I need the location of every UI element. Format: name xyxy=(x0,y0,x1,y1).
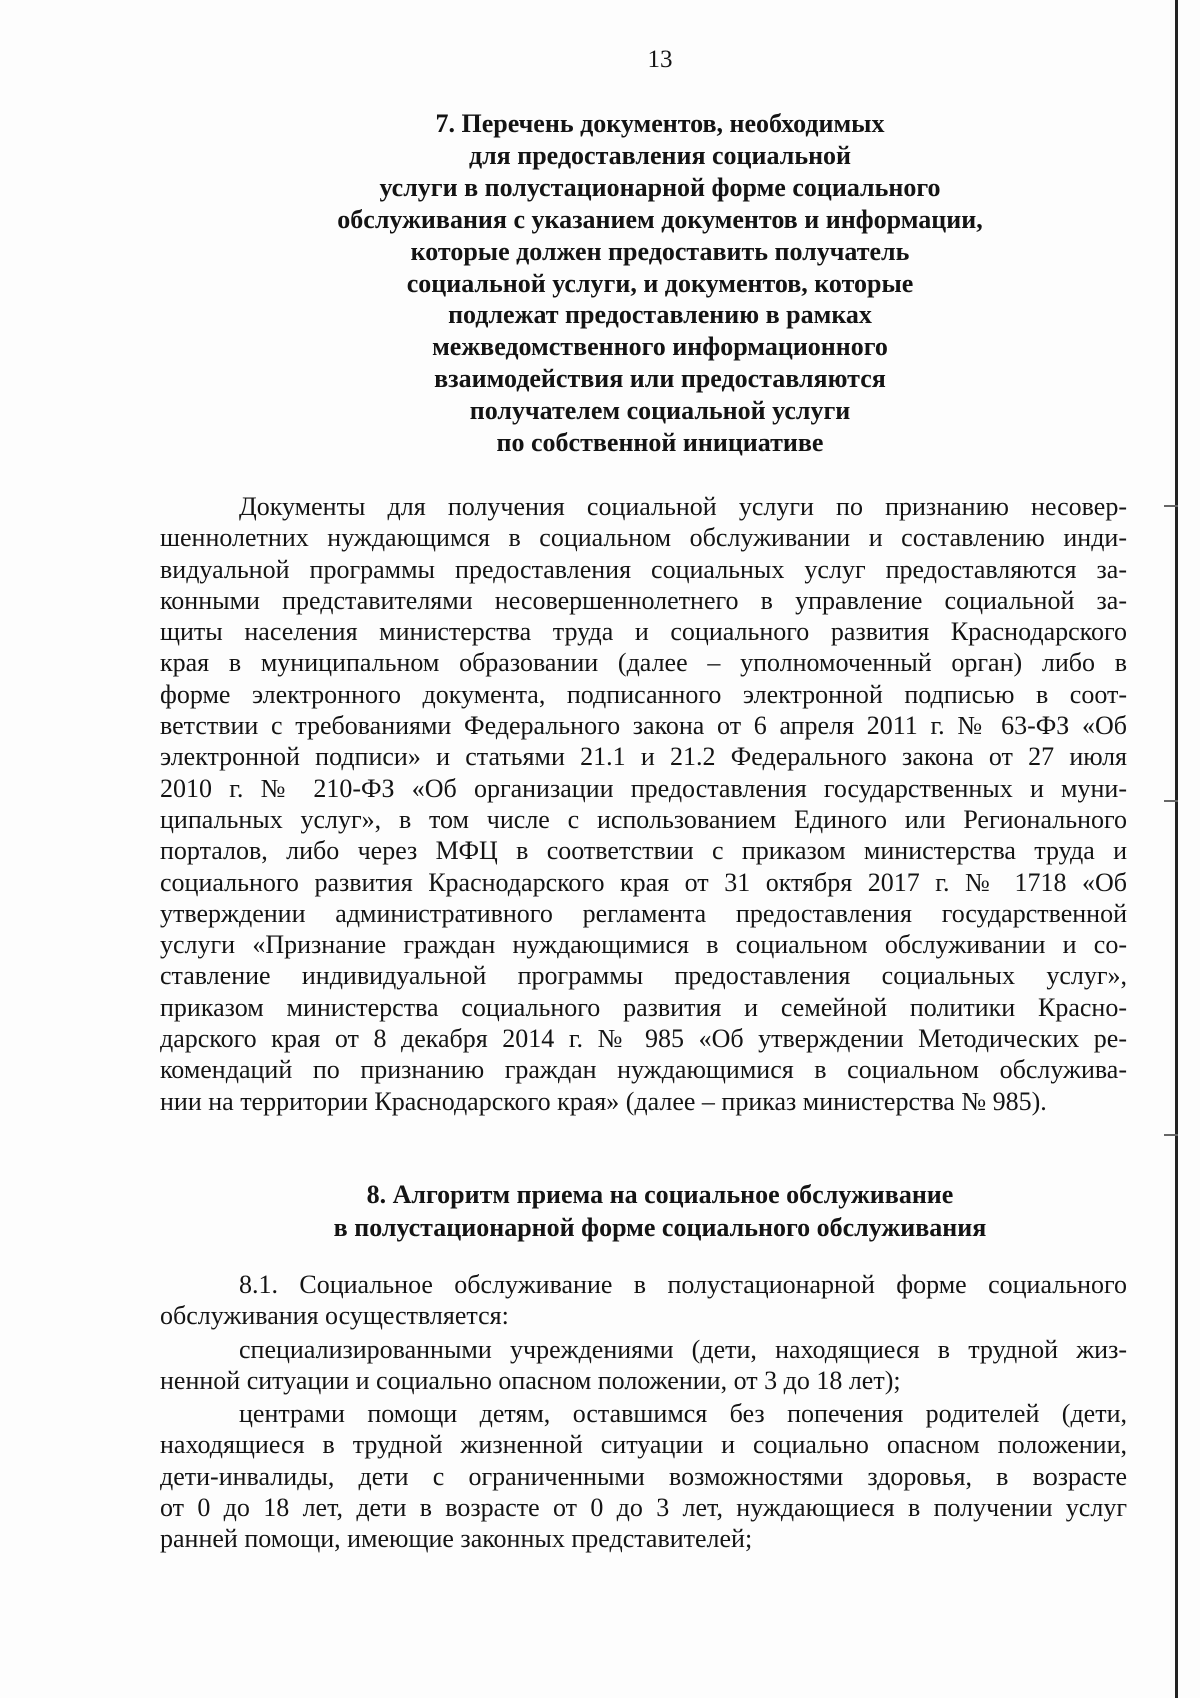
heading-line: которые должен предоставить получатель xyxy=(410,236,910,266)
heading-line: по собственной инициативе xyxy=(496,428,824,458)
paragraph-line: порталов, либо через МФЦ в соответствии с приказом министерства труда и xyxy=(160,836,1127,866)
paragraph-line: социального развития Краснодарского края от 31 октября 2017 г. № 1718 «Об xyxy=(160,867,1127,897)
paragraph-line: специализированными учреждениями (дети, находящиеся в трудной жиз- xyxy=(239,1335,1127,1364)
scan-tick-mark xyxy=(1164,505,1178,507)
heading-line: межведомственного информационного xyxy=(432,332,888,362)
paragraph-line: утверждении административного регламента предоставления государственной xyxy=(160,898,1127,928)
paragraph-line: видуальной программы предоставления социальных услуг предоставляются за- xyxy=(160,554,1127,584)
paragraph-line: ветствии с требованиями Федерального закона от 6 апреля 2011 г. № 63-ФЗ «Об xyxy=(160,711,1127,741)
heading-line: 8. Алгоритм приема на социальное обслуживание xyxy=(366,1180,954,1209)
paragraph-line: края в муниципальном образовании (далее – уполномоченный орган) либо в xyxy=(160,648,1127,678)
section-8-heading xyxy=(160,1178,1160,1244)
heading-line: 7. Перечень документов, необходимых xyxy=(435,109,885,138)
list-item-child-assistance-centers xyxy=(160,1398,1127,1554)
paragraph-line: конными представителями несовершеннолетнего в управление социальной за- xyxy=(160,585,1127,615)
section-7-heading xyxy=(160,108,1160,459)
heading-line: взаимодействия или предоставляются xyxy=(434,364,886,394)
paragraph-line: ранней помощи, имеющие законных представителей; xyxy=(160,1524,753,1554)
heading-line: обслуживания с указанием документов и информации, xyxy=(337,204,983,234)
paragraph-line: центрами помощи детям, оставшимся без попечения родителей (дети, xyxy=(239,1399,1127,1428)
heading-line: социальной услуги, и документов, которые xyxy=(406,268,914,298)
heading-line: в полустационарной форме социального обслуживания xyxy=(333,1213,987,1242)
paragraph-line: шеннолетних нуждающимся в социальном обслуживании и составлению инди- xyxy=(160,523,1127,553)
paragraph-line: 2010 г. № 210-ФЗ «Об организации предоставления государственных и муни- xyxy=(160,773,1127,803)
paragraph-line: нии на территории Краснодарского края» (далее – приказ министерства № 985). xyxy=(160,1086,1047,1116)
paragraph-line: форме электронного документа, подписанного электронной подписью в соот- xyxy=(160,679,1127,709)
paragraph-line: ненной ситуации и социально опасном положении, от 3 до 18 лет); xyxy=(160,1366,901,1396)
scan-edge-line xyxy=(1175,0,1178,1698)
paragraph-line: ципальных услуг», в том числе с использованием Единого или Регионального xyxy=(160,804,1127,834)
paragraph-line: приказом министерства социального развития и семейной политики Красно- xyxy=(160,992,1127,1022)
paragraph-line: Документы для получения социальной услуги по признанию несовер- xyxy=(239,492,1127,521)
page-number: 13 xyxy=(647,46,673,73)
paragraph-line: обслуживания осуществляется: xyxy=(160,1301,509,1331)
section-7-paragraph xyxy=(160,491,1127,1117)
list-item-specialized-institutions xyxy=(160,1334,1127,1397)
paragraph-line: 8.1. Социальное обслуживание в полустационарной форме социального xyxy=(239,1270,1127,1299)
paragraph-line: щиты населения министерства труда и социального развития Краснодарского xyxy=(160,617,1127,647)
paragraph-line: от 0 до 18 лет, дети в возрасте от 0 до 3 лет, нуждающиеся в получении услуг xyxy=(160,1492,1127,1522)
paragraph-line: электронной подписи» и статьями 21.1 и 21.2 Федерального закона от 27 июля xyxy=(160,742,1127,772)
paragraph-line: услуги «Признание граждан нуждающимися в социальном обслуживании и со- xyxy=(160,930,1127,960)
paragraph-line: дети-инвалиды, дети с ограниченными возможностями здоровья, в возрасте xyxy=(160,1461,1127,1491)
scan-tick-mark xyxy=(1164,1134,1178,1136)
heading-line: для предоставления социальной xyxy=(468,140,852,170)
clause-8-1-paragraph xyxy=(160,1269,1127,1332)
heading-line: услуги в полустационарной форме социального xyxy=(379,172,941,202)
paragraph-line: ставление индивидуальной программы предоставления социальных услуг», xyxy=(160,961,1127,991)
paragraph-line: дарского края от 8 декабря 2014 г. № 985 «Об утверждении Методических ре- xyxy=(160,1024,1127,1054)
heading-line: получателем социальной услуги xyxy=(469,396,851,426)
paragraph-line: комендаций по признанию граждан нуждающимися в социальном обслужива- xyxy=(160,1055,1127,1085)
paragraph-line: находящиеся в трудной жизненной ситуации и социально опасном положении, xyxy=(160,1430,1127,1460)
scan-tick-mark xyxy=(1164,800,1178,802)
heading-line: подлежат предоставлению в рамках xyxy=(448,300,872,330)
